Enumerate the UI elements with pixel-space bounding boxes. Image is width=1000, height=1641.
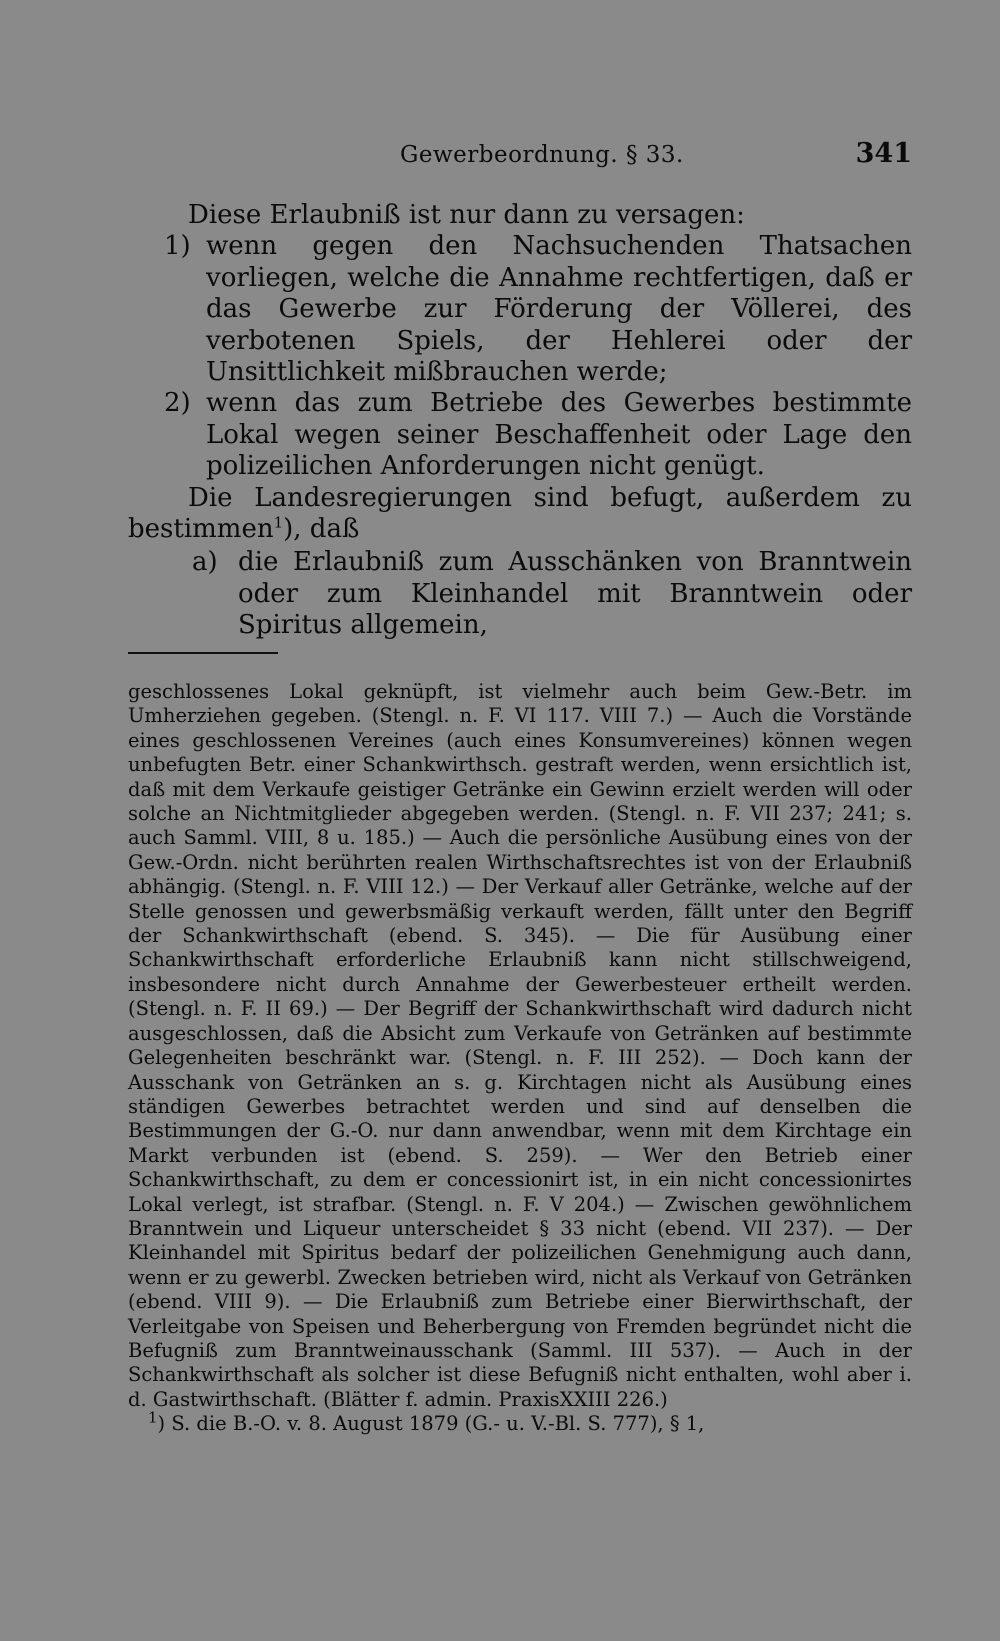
condition-item-2 [128, 388, 912, 482]
running-head: Gewerbeordnung. § 33. [400, 142, 684, 168]
footnote-marker: 1 [148, 1408, 158, 1427]
sub-item-a [128, 547, 912, 641]
paragraph-text-end: ), daß [283, 514, 360, 545]
item-number: 2) [164, 388, 191, 419]
sub-item-text: die Erlaubniß zum Ausschänken von Branntwein oder zum Kleinhandel mit Branntwein oder Spiritus allgemein, [238, 547, 912, 641]
footnote-text: ) S. die B.-O. v. 8. August 1879 (G.- u. V.-Bl. S. 777), § 1, [157, 1412, 705, 1436]
item-number: 1) [164, 231, 191, 262]
condition-item-1 [128, 231, 912, 388]
footnote-reference: 1 [273, 513, 284, 532]
footnote-divider [128, 652, 278, 654]
page-number: 341 [855, 138, 912, 169]
regulation-paragraph [128, 483, 912, 546]
item-text: wenn das zum Betriebe des Gewerbes bestimmte Lokal wegen seiner Beschaffenheit oder Lage den polizeilichen Anforderungen nicht genügt. [206, 388, 912, 482]
intro-paragraph: Diese Erlaubniß ist nur dann zu versagen: [188, 200, 745, 230]
item-text: wenn gegen den Nachsuchenden Thatsachen vorliegen, welche die Annahme rechtfertigen, daß er das Gewerbe zur Förderung der Völlerei, des verbotenen Spiels, der Hehlerei oder der Unsittlichkeit mißbrauchen werde; [206, 231, 912, 388]
paragraph-text: Die Landesregierungen sind befugt, außerdem zu bestimmen [128, 482, 912, 545]
footnotes [128, 680, 912, 1437]
sub-item-letter: a) [192, 547, 218, 578]
page-header [128, 138, 912, 178]
main-text [128, 200, 912, 642]
footnote-1 [128, 1408, 912, 1436]
footnote-continuation: geschlossenes Lokal geknüpft, ist vielmehr auch beim Gew.-Betr. im Umherziehen gegeben. (Stengl. n. F. VI 117. VIII 7.) — Auch die Vorstände eines geschlossenen Vereines (auch eines Konsumvereines) können wegen unbefugten Betr. einer Schankwirthsch. gestraft werden, wenn ersichtlich ist, daß mit dem Verkaufe geistiger Getränke ein Gewinn erzielt werden will oder solche an Nichtmitglieder abgegeben werden. (Stengl. n. F. VII 237; 241; s. auch Samml. VIII, 8 u. 185.) — Auch die persönliche Ausübung eines von der Gew.-Ordn. nicht berührten realen Wirthschaftsrechtes ist von der Erlaubniß abhängig. (Stengl. n. F. VIII 12.) — Der Verkauf aller Getränke, welche auf der Stelle genossen und gewerbsmäßig verkauft werden, fällt unter den Begriff der Schankwirthschaft (ebend. S. 345). — Die für Ausübung einer Schankwirthschaft erforderliche Erlaubniß kann nicht stillschweigend, insbesondere nicht durch Annahme der Gewerbesteuer ertheilt werden. (Stengl. n. F. II 69.) — Der Begriff der Schankwirthschaft wird dadurch nicht ausgeschlossen, daß die Absicht zum Verkaufe von Getränken auf bestimmte Gelegenheiten beschränkt war. (Stengl. n. F. III 252). — Doch kann der Ausschank von Getränken an s. g. Kirchtagen nicht als Ausübung eines ständigen Gewerbes betrachtet werden und sind auf denselben die Bestimmungen der G.-O. nur dann anwendbar, wenn mit dem Kirchtage ein Markt verbunden ist (ebend. S. 259). — Wer den Betrieb einer Schankwirthschaft, zu dem er concessionirt ist, in ein nicht concessionirtes Lokal verlegt, ist strafbar. (Stengl. n. F. V 204.) — Zwischen gewöhnlichem Branntwein und Liqueur unterscheidet § 33 nicht (ebend. VII 237). — Der Kleinhandel mit Spiritus bedarf der polizeilichen Genehmigung auch dann, wenn er zu gewerbl. Zwecken betrieben wird, nicht als Verkauf von Getränken (ebend. VIII 9). — Die Erlaubniß zum Betriebe einer Bierwirthschaft, der Verleitgabe von Speisen und Beherbergung von Fremden begründet nicht die Befugniß zum Branntweinausschank (Samml. III 537). — Auch in der Schankwirthschaft als solcher ist diese Befugniß nicht enthalten, wohl aber i. d. Gastwirthschaft. (Blätter f. admin. PraxisXXIII 226.) [128, 680, 912, 1411]
